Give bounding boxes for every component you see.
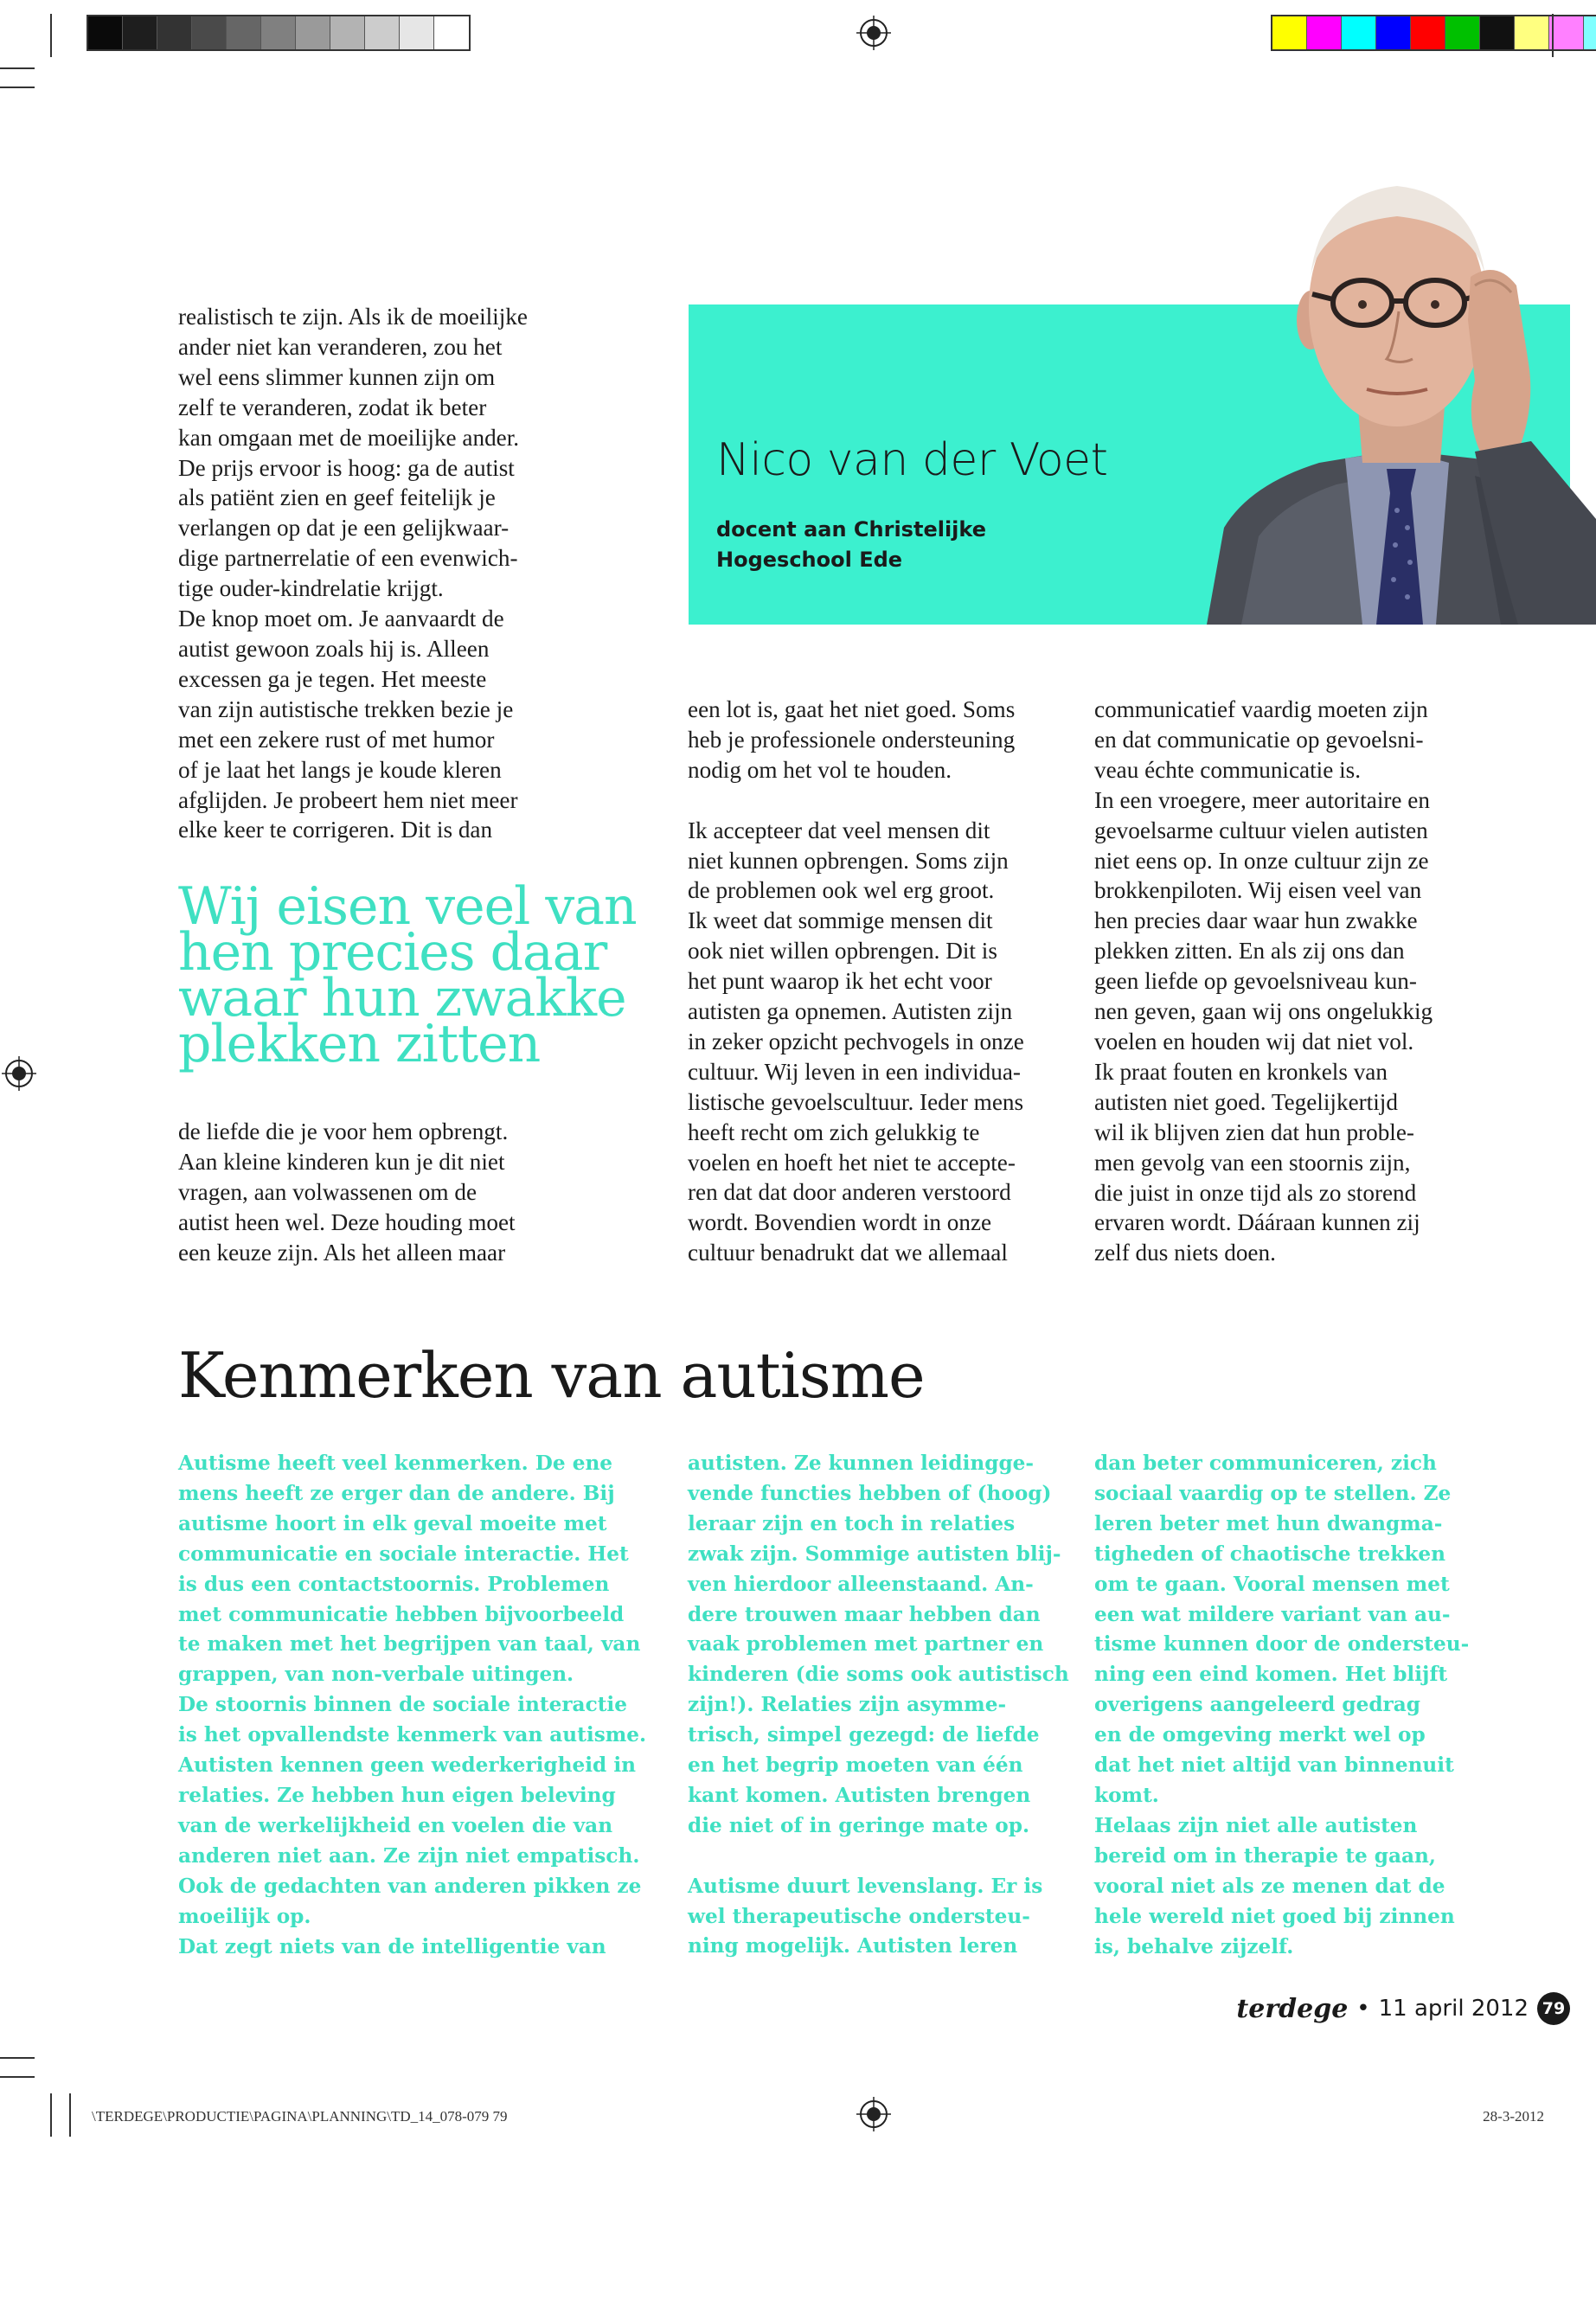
- color-swatch: [400, 16, 434, 49]
- kenmerken-line: bereid om in therapie te gaan,: [1094, 1843, 1436, 1868]
- text-line: In een vroegere, meer autoritaire en: [1094, 786, 1430, 813]
- color-swatch: [296, 16, 330, 49]
- kenmerken-line: leren beter met hun dwangma-: [1094, 1511, 1443, 1535]
- text-line: gevoelsarme cultuur vielen autisten: [1094, 817, 1428, 843]
- kenmerken-line: en de omgeving merkt wel op: [1094, 1723, 1426, 1747]
- text-line: afglijden. Je probeert hem niet meer: [178, 786, 518, 813]
- pull-quote-line: Wij eisen veel van: [178, 876, 637, 937]
- color-swatch: [434, 16, 469, 49]
- kenmerken-line: is dus een contactstoornis. Problemen: [178, 1572, 610, 1596]
- text-line: ander niet kan veranderen, zou het: [178, 333, 503, 360]
- color-swatch: [192, 16, 227, 49]
- color-swatch: [1376, 16, 1411, 49]
- kenmerken-line: De stoornis binnen de sociale interactie: [178, 1693, 627, 1717]
- crop-mark: [50, 2093, 52, 2137]
- text-line: hen precies daar waar hun zwakke: [1094, 907, 1418, 934]
- text-line: De knop moet om. Je aanvaardt de: [178, 606, 504, 632]
- text-line: heb je professionele ondersteuning: [688, 726, 1016, 753]
- text-line: wordt. Bovendien wordt in onze: [688, 1209, 992, 1236]
- kenmerken-line: hele wereld niet goed bij zinnen: [1094, 1904, 1455, 1928]
- kenmerken-line: trisch, simpel gezegd: de liefde: [688, 1723, 1040, 1747]
- kenmerken-line: wel therapeutische ondersteu-: [688, 1904, 1030, 1928]
- text-line: voelen en hoeft het niet te accepte-: [688, 1149, 1016, 1176]
- text-line: de problemen ook wel erg groot.: [688, 877, 995, 904]
- color-swatch: [1445, 16, 1480, 49]
- kenmerken-line: ven hierdoor alleenstaand. An-: [688, 1572, 1034, 1596]
- text-line: Aan kleine kinderen kun je dit niet: [178, 1148, 505, 1175]
- crop-mark: [0, 2076, 35, 2078]
- text-line: ook niet willen opbrengen. Dit is: [688, 938, 997, 965]
- text-line: tige ouder-kindrelatie krijgt.: [178, 575, 444, 602]
- text-line: of je laat het langs je koude kleren: [178, 756, 502, 783]
- kenmerken-line: komt.: [1094, 1783, 1159, 1807]
- text-line: dige partnerrelatie of een evenwich-: [178, 545, 518, 572]
- text-line: Ik accepteer dat veel mensen dit: [688, 817, 990, 843]
- crop-mark: [69, 2093, 71, 2137]
- issue-date: 11 april 2012: [1378, 1996, 1529, 2022]
- kenmerken-line: ning een eind komen. Het blijft: [1094, 1663, 1448, 1687]
- color-swatch: [123, 16, 157, 49]
- text-line: autist gewoon zoals hij is. Alleen: [178, 635, 490, 662]
- pull-quote-line: waar hun zwakke: [178, 968, 626, 1029]
- kenmerken-line: leraar zijn en toch in relaties: [688, 1511, 1016, 1535]
- magazine-brand: terdege: [1236, 1993, 1349, 2024]
- kenmerken-line: grappen, van non-verbale uitingen.: [178, 1663, 574, 1687]
- crop-mark: [0, 67, 35, 69]
- kenmerken-line: dere trouwen maar hebben dan: [688, 1602, 1041, 1626]
- text-line: als patiënt zien en geef feitelijk je: [178, 484, 496, 511]
- article-column-3: [1094, 695, 1484, 1268]
- text-line: cultuur. Wij leven in een individua-: [688, 1058, 1021, 1085]
- text-line: wel eens slimmer kunnen zijn om: [178, 363, 496, 390]
- color-swatch: [1515, 16, 1549, 49]
- kenmerken-line: een wat mildere variant van au-: [1094, 1602, 1451, 1626]
- text-line: Ik praat fouten en kronkels van: [1094, 1058, 1388, 1085]
- color-swatch: [1549, 16, 1584, 49]
- kenmerken-line: kinderen (die soms ook autistisch: [688, 1663, 1069, 1687]
- crop-mark: [50, 14, 52, 57]
- crop-mark: [0, 2057, 35, 2059]
- kenmerken-line: zijn!). Relaties zijn asymme-: [688, 1693, 1007, 1717]
- kenmerken-line: mens heeft ze erger dan de andere. Bij: [178, 1481, 615, 1505]
- text-line: de liefde die je voor hem opbrengt.: [178, 1118, 509, 1144]
- text-line: communicatief vaardig moeten zijn: [1094, 696, 1428, 722]
- text-line: cultuur benadrukt dat we allemaal: [688, 1240, 1008, 1266]
- kenmerken-line: sociaal vaardig op te stellen. Ze: [1094, 1481, 1452, 1505]
- text-line: kan omgaan met de moeilijke ander.: [178, 424, 520, 451]
- article-column-1-bottom: [178, 1117, 585, 1268]
- text-line: verlangen op dat je een gelijkwaar-: [178, 515, 510, 542]
- kenmerken-line: is het opvallendste kenmerk van autisme.: [178, 1723, 647, 1747]
- kenmerken-line: die niet of in geringe mate op.: [688, 1813, 1030, 1837]
- kenmerken-line: Ook de gedachten van anderen pikken ze: [178, 1874, 642, 1898]
- page-number: 79: [1537, 1992, 1570, 2025]
- kenmerken-line: vaak problemen met partner en: [688, 1632, 1044, 1657]
- text-line: wil ik blijven zien dat hun proble-: [1094, 1118, 1414, 1145]
- text-line: een lot is, gaat het niet goed. Soms: [688, 696, 1016, 722]
- text-line: listische gevoelscultuur. Ieder mens: [688, 1088, 1024, 1115]
- text-line: een keuze zijn. Als het alleen maar: [178, 1239, 506, 1266]
- text-line: heeft recht om zich gelukkig te: [688, 1118, 980, 1145]
- registration-mark-icon: [2, 1056, 36, 1091]
- text-line: met een zekere rust of met humor: [178, 726, 495, 753]
- section-title: Kenmerken van autisme: [178, 1339, 925, 1412]
- kenmerken-line: vooral niet als ze menen dat de: [1094, 1874, 1445, 1898]
- color-swatch: [1272, 16, 1307, 49]
- text-line: brokkenpiloten. Wij eisen veel van: [1094, 877, 1422, 904]
- color-swatch: [1480, 16, 1515, 49]
- crop-mark: [1552, 14, 1554, 57]
- text-line: en dat communicatie op gevoelsni-: [1094, 726, 1424, 753]
- kenmerken-line: om te gaan. Vooral mensen met: [1094, 1572, 1450, 1596]
- kenmerken-line: en het begrip moeten van één: [688, 1753, 1023, 1778]
- color-swatch: [1342, 16, 1376, 49]
- text-line: zelf dus niets doen.: [1094, 1240, 1276, 1266]
- text-line: geen liefde op gevoelsniveau kun-: [1094, 968, 1417, 995]
- kenmerken-column-2: [688, 1449, 1068, 1962]
- text-line: autist heen wel. Deze houding moet: [178, 1208, 516, 1235]
- kenmerken-line: van de werkelijkheid en voelen die van: [178, 1813, 613, 1837]
- text-line: autisten niet goed. Tegelijkertijd: [1094, 1088, 1398, 1115]
- crop-mark: [0, 87, 35, 88]
- kenmerken-column-1: [178, 1449, 645, 1962]
- color-swatch: [365, 16, 400, 49]
- color-swatch: [1411, 16, 1445, 49]
- author-role-line: Hogeschool Ede: [716, 548, 903, 572]
- pull-quote-line: plekken zitten: [178, 1014, 541, 1074]
- text-line: ervaren wordt. Dááraan kunnen zij: [1094, 1209, 1420, 1236]
- kenmerken-line: Autisten kennen geen wederkerigheid in: [178, 1753, 637, 1778]
- production-slug: \TERDEGE\PRODUCTIE\PAGINA\PLANNING\TD_14_078-079 79: [92, 2108, 508, 2125]
- kenmerken-line: communicatie en sociale interactie. Het: [178, 1541, 629, 1566]
- footer-bullet: •: [1356, 1996, 1370, 2022]
- author-name: Nico van der Voet: [716, 434, 1108, 486]
- kenmerken-line: autisten. Ze kunnen leidingge-: [688, 1452, 1035, 1475]
- text-line: vragen, aan volwassenen om de: [178, 1178, 478, 1205]
- author-role-line: docent aan Christelijke: [716, 517, 986, 542]
- author-portrait: [1189, 147, 1596, 625]
- registration-mark-icon: [856, 2097, 891, 2131]
- kenmerken-line: anderen niet aan. Ze zijn niet empatisch.: [178, 1843, 640, 1868]
- text-line: het punt waarop ik het echt voor: [688, 968, 992, 995]
- author-role: [716, 515, 986, 575]
- text-line: in zeker opzicht pechvogels in onze: [688, 1028, 1024, 1054]
- color-swatch: [261, 16, 296, 49]
- kenmerken-line: autisme hoort in elk geval moeite met: [178, 1511, 607, 1535]
- kenmerken-line: relaties. Ze hebben hun eigen beleving: [178, 1783, 616, 1807]
- text-line: die juist in onze tijd als zo storend: [1094, 1179, 1417, 1206]
- kenmerken-line: overigens aangeleerd gedrag: [1094, 1693, 1420, 1717]
- kenmerken-line: dan beter communiceren, zich: [1094, 1452, 1437, 1475]
- kenmerken-line: tisme kunnen door de ondersteu-: [1094, 1632, 1470, 1657]
- text-line: niet eens op. In onze cultuur zijn ze: [1094, 847, 1429, 874]
- kenmerken-line: Helaas zijn niet alle autisten: [1094, 1813, 1418, 1837]
- kenmerken-line: is, behalve zijzelf.: [1094, 1934, 1294, 1958]
- kenmerken-line: tigheden of chaotische trekken: [1094, 1541, 1446, 1566]
- color-swatch: [88, 16, 123, 49]
- kenmerken-line: Autisme duurt levenslang. Er is: [688, 1874, 1043, 1898]
- production-date: 28-3-2012: [1483, 2108, 1544, 2125]
- gray-calibration-bar: [87, 15, 471, 51]
- paragraph-gap: [688, 785, 1068, 816]
- text-line: ren dat dat door anderen verstoord: [688, 1179, 1011, 1206]
- kenmerken-column-3: [1094, 1449, 1501, 1962]
- text-line: autisten ga opnemen. Autisten zijn: [688, 998, 1013, 1025]
- text-line: plekken zitten. En als zij ons dan: [1094, 938, 1405, 965]
- text-line: nen geven, gaan wij ons ongelukkig: [1094, 998, 1433, 1025]
- kenmerken-line: zwak zijn. Sommige autisten blij-: [688, 1541, 1061, 1566]
- text-line: excessen ga je tegen. Het meeste: [178, 665, 487, 692]
- color-swatch: [157, 16, 192, 49]
- pull-quote-line: hen precies daar: [178, 922, 607, 983]
- kenmerken-line: ning mogelijk. Autisten leren: [688, 1934, 1018, 1958]
- text-line: De prijs ervoor is hoog: ga de autist: [178, 454, 515, 481]
- text-line: niet kunnen opbrengen. Soms zijn: [688, 847, 1009, 874]
- text-line: nodig om het vol te houden.: [688, 756, 952, 783]
- text-line: men gevolg van een stoornis zijn,: [1094, 1149, 1411, 1176]
- color-swatch: [1307, 16, 1342, 49]
- text-line: veau échte communicatie is.: [1094, 756, 1361, 783]
- registration-mark-icon: [856, 16, 891, 50]
- text-line: elke keer te corrigeren. Dit is dan: [178, 817, 493, 843]
- kenmerken-line: met communicatie hebben bijvoorbeeld: [178, 1602, 625, 1626]
- text-line: zelf te veranderen, zodat ik beter: [178, 394, 487, 420]
- page-footer: [1236, 1992, 1570, 2025]
- article-column-2: [688, 695, 1068, 1268]
- kenmerken-line: vende functies hebben of (hoog): [688, 1481, 1052, 1505]
- pull-quote: [178, 876, 645, 1074]
- color-swatch: [227, 16, 261, 49]
- color-swatch: [330, 16, 365, 49]
- text-line: voelen en houden wij dat niet vol.: [1094, 1028, 1414, 1054]
- color-swatch: [1584, 16, 1596, 49]
- kenmerken-line: te maken met het begrijpen van taal, van: [178, 1632, 641, 1657]
- paragraph-gap: [688, 1842, 1068, 1872]
- article-column-1-top: [178, 302, 585, 845]
- text-line: van zijn autistische trekken bezie je: [178, 695, 514, 722]
- text-line: realistisch te zijn. Als ik de moeilijke: [178, 304, 528, 330]
- kenmerken-line: moeilijk op.: [178, 1904, 311, 1928]
- kenmerken-line: kant komen. Autisten brengen: [688, 1783, 1031, 1807]
- kenmerken-line: dat het niet altijd van binnenuit: [1094, 1753, 1454, 1778]
- text-line: Ik weet dat sommige mensen dit: [688, 907, 993, 934]
- kenmerken-line: Autisme heeft veel kenmerken. De ene: [178, 1452, 613, 1475]
- color-calibration-bar: [1271, 15, 1596, 51]
- kenmerken-line: Dat zegt niets van de intelligentie van: [178, 1934, 606, 1958]
